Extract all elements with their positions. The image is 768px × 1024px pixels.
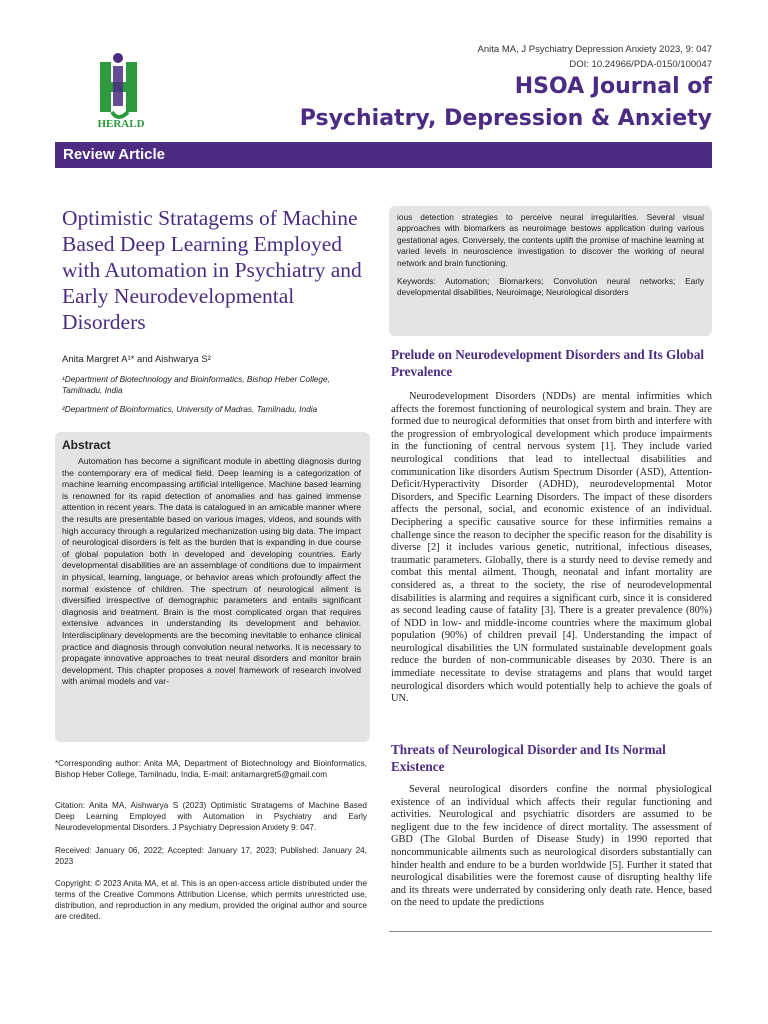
section-heading-prelude: Prelude on Neurodevelopment Disorders and Its Global Prevalence — [391, 347, 705, 379]
herald-logo — [88, 52, 154, 134]
section-text-threats: Several neurological disorders confine the normal physiological existence of an individual which affects their regular functioning and activities. Neurological and psychiatric disorders are assumed to be negligent due to the few incidence of direct mortality. The assessment of GBD (The Global Burden of Disease Study) in 1990 reported that noncommunicable ailments such as neurological disorders substantially can hinder health and endure to be a burden worldwide [5]. Further it stated that neurological disabilities were the foremost cause of disrupting healthy life and its threats were underrated by considering only death rate. Hence, based on the need to update the predictions — [391, 784, 712, 909]
logo-text: HERALD — [97, 118, 145, 130]
affiliation-2: ²Department of Bioinformatics, University of Madras, Tamilnadu, India — [62, 404, 318, 414]
affiliation-1: ¹Department of Biotechnology and Bioinformatics, Bishop Heber College, Tamilnadu, India — [62, 374, 330, 395]
citation-note: Citation: Anita MA, Aishwarya S (2023) Optimistic Stratagems of Machine Based Deep Learning Employed with Automation in Psychiatry and Early Neurodevelopmental Disorders. J Psychiatry Depression Anxiety 9: 047. — [55, 801, 367, 832]
column-divider — [389, 931, 712, 932]
journal-name-line2: Psychiatry, Depression & Anxiety — [299, 106, 712, 131]
abstract-heading: Abstract — [62, 438, 111, 452]
copyright-note: Copyright: © 2023 Anita MA, et al. This is an open-access article distributed under the terms of the Creative Commons Attribution License, which permits unrestricted use, distribution, and reproduction in any medium, provided the original author and source are credited. — [55, 879, 367, 921]
abstract-continuation: ious detection strategies to perceive neural irregularities. Several visual approaches with biomarkers as neuroimage bestows application during various gestational ages. Conversely, the contents uplift the promise of machine learning at varied levels in neuroscience investigation to discover the working of neural network and brain functioning. — [397, 212, 704, 268]
abstract-text: Automation has become a significant module in abetting diagnosis during the contemporary era of medical field. Deep learning is a categorization of machine learning encompassing artificial intelligence. Machine based learning is renowned for its rapid detection of anomalies and has gained immense attention in recent years. The data is catalogued in an amicable manner where the results are presentable based on various images, videos, and sounds with high accuracy through a regularized mechanization using big data. The impact of neurological disorders is felt as the burden that is expanding in due course of global population both in developed and developing countries. Early developmental disabilities are an assemblage of conditions due to impairment in physical, learning, language, or behavior areas which profoundly affect the normal existence of children. The spectrum of neurological ailment is diversified irrespective of demographic parameters and entails significant diagnosis and treatment. Brain is the most complicated organ that requires extensive advances in understanding its development and behavior. Interdisciplinary developments are the becoming inevitable to enhance clinical practice and diagnosis through convolution neural networks. It is necessary to propagate innovative approaches to treat neural disorders and monitor brain development. This chapter proposes a novel framework of research involved with animal models and var- — [62, 456, 361, 687]
paper-title: Optimistic Stratagems of Machine Based Deep Learning Employed with Automation in Psychiatry and Early Neurodevelopmental Disorders — [62, 206, 362, 334]
article-type-banner: Review Article — [55, 142, 712, 168]
keywords: Keywords: Automation; Biomarkers; Convolution neural networks; Early developmental disabilities, Neuroimage; Neurological disorders — [397, 276, 704, 298]
abstract-continuation-box — [389, 206, 712, 336]
citation-line: Anita MA, J Psychiatry Depression Anxiety 2023, 9: 047 — [477, 44, 712, 55]
abstract-box — [55, 432, 370, 742]
dates-note: Received: January 06, 2022; Accepted: January 17, 2023; Published: January 24, 2023 — [55, 846, 367, 866]
section-text-prelude: Neurodevelopment Disorders (NDDs) are mental infirmities which affects the foremost functioning of neurological system and brain. They are formed due to neurogical deformities that onset from birth and interfere with the progression of embryological development which produce impairments in the functioning of central nervous system [1]. They include varied neurological conditions that lead to intellectual disabilities and communication like disorders Autism Spectrum Disorder (ASD), Attention-Deficit/Hyperactivity Disorder (ADHD), neurodevelopmental Motor Disorders, and Specific Learning Disorders. The impact of these disorders affects the personal, social, and economic existence of an individual. Deciphering a specific causative source for these infirmities remains a challenge since the reason to decipher the specific reason for the disability is diverse [2] it includes various genetic, nutritional, infectious diseases, traumatic parameters. Globally, there is a sturdy need to devise remedy and combat this mental ailment. Though, neonatal and infant mortality are considered as, a threat to the society, the rise of neurodevelopmental disabilities is alarming and requires a significant curb, since it is considered as second leading cause of fatality [3]. There is a greater prevalence (80%) of NDD in low- and middle-income countries where the maximum global population (90%) of children prevail [4]. Understanding the impact of neurological disabilities the UN formulated sustainable development goals reduce the burden of non-communicable diseases by 2030. There is an immediate necessitate to devise stratagems and plans that would target neurological disorders which would potentially help to achieve the goals of UN. — [391, 391, 712, 705]
section-heading-threats: Threats of Neurological Disorder and Its Normal Existence — [391, 742, 666, 774]
authors: Anita Margret A¹* and Aishwarya S² — [62, 354, 211, 365]
corresponding-author-note: *Corresponding author: Anita MA, Department of Biotechnology and Bioinformatics, Bishop Heber College, Tamilnadu, India, E-mail: anitamargret5@gmail.com — [55, 759, 367, 779]
doi-line: DOI: 10.24966/PDA-0150/100047 — [569, 59, 712, 70]
journal-name-line1: HSOA Journal of — [514, 74, 712, 99]
